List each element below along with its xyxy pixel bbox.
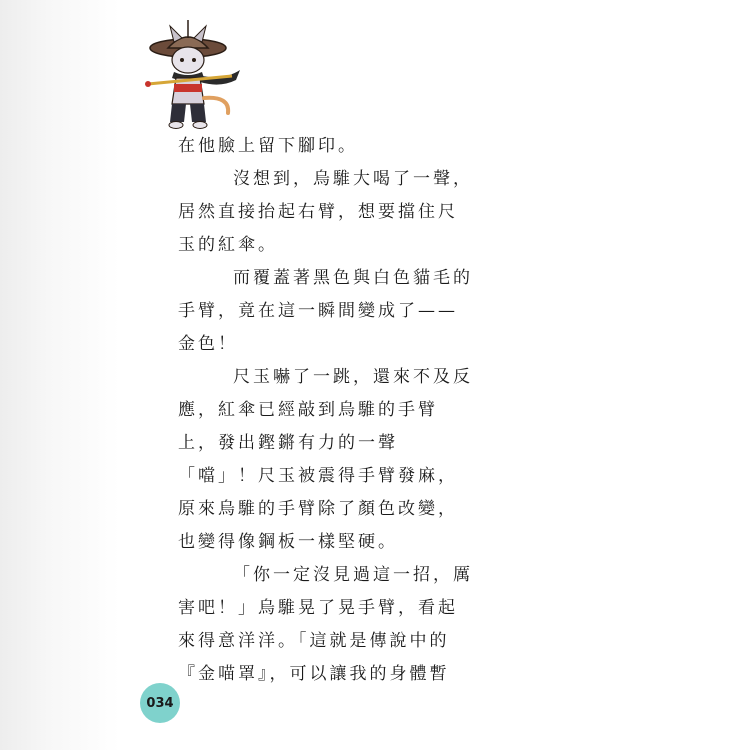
text-line: 上，發出鏗鏘有力的一聲	[178, 433, 398, 453]
text-line: 手臂，竟在這一瞬間變成了——	[178, 301, 458, 321]
page-gutter-shadow	[0, 0, 120, 750]
text-line: 「你一定沒見過這一招，厲	[233, 565, 473, 585]
story-text	[178, 130, 558, 691]
text-line: 金色！	[178, 334, 238, 354]
text-line: 而覆蓋著黑色與白色貓毛的	[233, 268, 473, 288]
text-line: 「噹」！尺玉被震得手臂發麻，	[178, 466, 458, 486]
text-line: 來得意洋洋。「這就是傳說中的	[178, 631, 450, 651]
text-line: 居然直接抬起右臂，想要擋住尺	[178, 202, 458, 222]
text-line: 在他臉上留下腳印。	[178, 136, 358, 156]
page-number-badge	[140, 683, 180, 723]
text-line: 原來烏騅的手臂除了顏色改變，	[178, 499, 458, 519]
page-number: 034	[146, 695, 174, 711]
text-line: 害吧！」烏騅晃了晃手臂，看起	[178, 598, 458, 618]
text-line: 也變得像鋼板一樣堅硬。	[178, 532, 398, 552]
text-line: 『金喵罩』，可以讓我的身體暫	[178, 664, 450, 684]
cat-swordsman-illustration-icon	[140, 18, 250, 133]
text-line: 應，紅傘已經敲到烏騅的手臂	[178, 400, 438, 420]
text-line: 玉的紅傘。	[178, 235, 278, 255]
text-line: 沒想到，烏騅大喝了一聲，	[233, 169, 473, 189]
text-line: 尺玉嚇了一跳，還來不及反	[233, 367, 473, 387]
